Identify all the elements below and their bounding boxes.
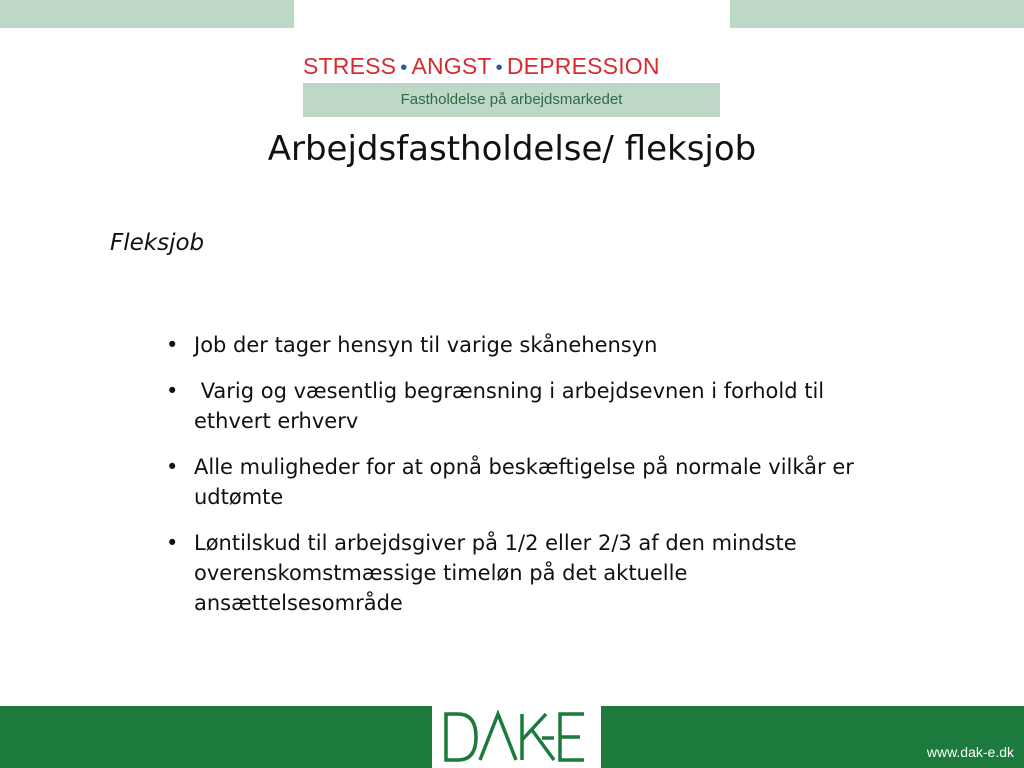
banner-word-angst: ANGST xyxy=(411,53,492,79)
stress-angst-depression-banner xyxy=(303,50,720,117)
bullet-glyph: • xyxy=(166,333,179,357)
banner-headline xyxy=(303,50,720,83)
bullet-glyph: • xyxy=(166,455,179,479)
bullet-text: Job der tager hensyn til varige skånehensyn xyxy=(194,333,658,357)
banner-word-depression: DEPRESSION xyxy=(506,53,660,79)
bullet-item xyxy=(162,452,902,512)
bullet-glyph: • xyxy=(166,531,179,555)
dak-e-logo xyxy=(432,706,601,768)
bullet-item xyxy=(162,330,902,360)
dak-e-logo-icon xyxy=(442,708,592,766)
bullet-list xyxy=(162,330,902,634)
banner-word-stress: STRESS xyxy=(303,53,397,79)
banner-separator-1: • xyxy=(400,57,408,79)
banner-separator-2: • xyxy=(495,57,503,79)
bullet-glyph: • xyxy=(166,379,179,403)
top-decor-bar-left xyxy=(0,0,294,28)
bullet-item xyxy=(162,376,902,436)
banner-subtitle: Fastholdelse på arbejdsmarkedet xyxy=(303,83,720,117)
bullet-text: Varig og væsentlig begrænsning i arbejdsevnen i forhold til ethvert erhverv xyxy=(194,379,831,433)
footer-url: www.dak-e.dk xyxy=(926,744,1014,760)
top-decor-bar-right xyxy=(730,0,1024,28)
bullet-text: Løntilskud til arbejdsgiver på 1/2 eller 2/3 af den mindste overenskomstmæssige timeløn på det aktuelle ansættelsesområde xyxy=(194,531,797,615)
bullet-text: Alle muligheder for at opnå beskæftigelse på normale vilkår er udtømte xyxy=(194,455,854,509)
section-subheading: Fleksjob xyxy=(110,230,205,256)
slide-title: Arbejdsfastholdelse/ fleksjob xyxy=(267,129,757,169)
bullet-item xyxy=(162,528,902,618)
